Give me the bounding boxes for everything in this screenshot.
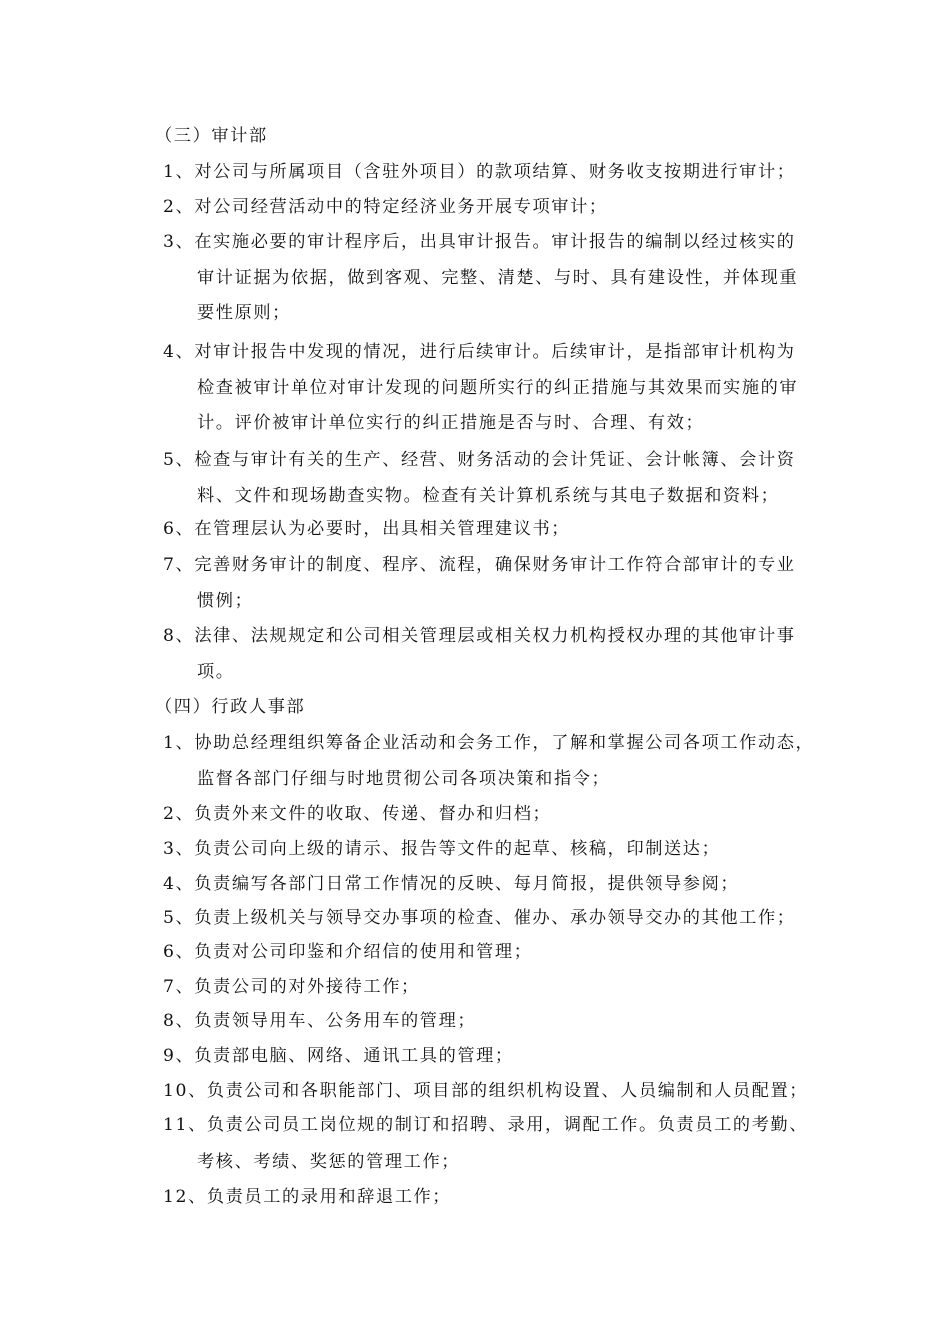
item-text-continued: 料、文件和现场勘查实物。检查有关计算机系统与其电子数据和资料； [197,486,780,506]
list-item [163,976,420,998]
item-text: 负责公司员工岗位规的制订和招聘、录用，调配工作。负责员工的考勤、 [206,1115,809,1135]
item-text-continued: 检查被审计单位对审计发现的问题所实行的纠正措施与其效果而实施的审 [197,378,799,398]
item-text: 完善财务审计的制度、程序、流程，确保财务审计工作符合部审计的专业 [194,555,796,575]
list-item [163,838,720,860]
item-text-continued: 考核、考绩、奖惩的管理工作； [197,1152,461,1172]
list-item [163,625,796,647]
item-number: 2、 [163,804,195,824]
list-item [163,231,796,253]
item-text-continued: 要性原则； [197,303,291,323]
item-text: 检查与审计有关的生产、经营、财务活动的会计凭证、会计帐簿、会计资 [194,450,796,470]
item-number: 5、 [163,450,195,470]
item-number: 1、 [163,733,195,753]
section-heading-audit: （三）审计部 [155,126,268,146]
item-number: 1、 [163,162,195,182]
list-item [163,1114,808,1136]
item-text: 在实施必要的审计程序后，出具审计报告。审计报告的编制以经过核实的 [194,232,796,252]
item-number: 4、 [163,342,195,362]
item-text: 负责公司的对外接待工作； [194,977,420,997]
item-number: 6、 [163,519,195,539]
list-item [163,1080,808,1102]
list-item [163,1045,514,1067]
item-text-continued: 计。评价被审计单位实行的纠正措施是否与时、合理、有效； [197,413,705,433]
list-item [163,554,796,576]
item-number: 5、 [163,908,195,928]
item-number: 4、 [163,874,195,894]
item-text: 负责公司和各职能部门、项目部的组织机构设置、人员编制和人员配置； [206,1081,809,1101]
item-number: 6、 [163,942,195,962]
item-text: 负责编写各部门日常工作情况的反映、每月简报，提供领导参阅； [194,874,740,894]
item-number: 7、 [163,555,195,575]
item-number: 8、 [163,1011,195,1031]
list-item [163,1186,451,1208]
section-heading-admin-hr: （四）行政人事部 [155,697,306,717]
item-text: 在管理层认为必要时，出具相关管理建议书； [194,519,571,539]
item-text: 负责领导用车、公务用车的管理； [194,1011,477,1031]
item-number: 9、 [163,1046,195,1066]
item-text-continued: 审计证据为依据，做到客观、完整、清楚、与时、具有建设性，并体现重 [197,268,799,288]
item-text-continued: 项。 [197,662,235,682]
list-item [163,907,796,929]
item-text: 对公司经营活动中的特定经济业务开展专项审计； [194,197,608,217]
item-text: 负责公司向上级的请示、报告等文件的起草、核稿，印制送达； [194,839,721,859]
item-text-continued: 监督各部门仔细与时地贯彻公司各项决策和指令； [197,769,611,789]
item-text: 协助总经理组织筹备企业活动和会务工作，了解和掌握公司各项工作动态， [194,733,815,753]
item-number: 2、 [163,197,195,217]
list-item [163,341,796,363]
item-text: 法律、法规规定和公司相关管理层或相关权力机构授权办理的其他审计事 [194,626,796,646]
item-number: 11、 [163,1115,207,1135]
list-item [163,873,739,895]
item-number: 12、 [163,1187,207,1207]
item-text: 对公司与所属项目（含驻外项目）的款项结算、财务收支按期进行审计； [194,162,796,182]
list-item [163,732,814,754]
list-item [163,803,551,825]
item-number: 3、 [163,232,195,252]
list-item [163,1010,476,1032]
item-number: 10、 [163,1081,207,1101]
item-text: 负责外来文件的收取、传递、督办和归档； [194,804,552,824]
list-item [163,518,570,540]
item-text: 负责员工的录用和辞退工作； [206,1187,452,1207]
item-text: 对审计报告中发现的情况，进行后续审计。后续审计，是指部审计机构为 [194,342,796,362]
item-text: 负责上级机关与领导交办事项的检查、催办、承办领导交办的其他工作； [194,908,796,928]
list-item [163,449,796,471]
item-text: 负责部电脑、网络、通讯工具的管理； [194,1046,514,1066]
item-text-continued: 惯例； [197,591,254,611]
item-number: 8、 [163,626,195,646]
list-item [163,941,533,963]
list-item [163,161,796,183]
item-number: 7、 [163,977,195,997]
list-item [163,196,608,218]
item-number: 3、 [163,839,195,859]
item-text: 负责对公司印鉴和介绍信的使用和管理； [194,942,533,962]
